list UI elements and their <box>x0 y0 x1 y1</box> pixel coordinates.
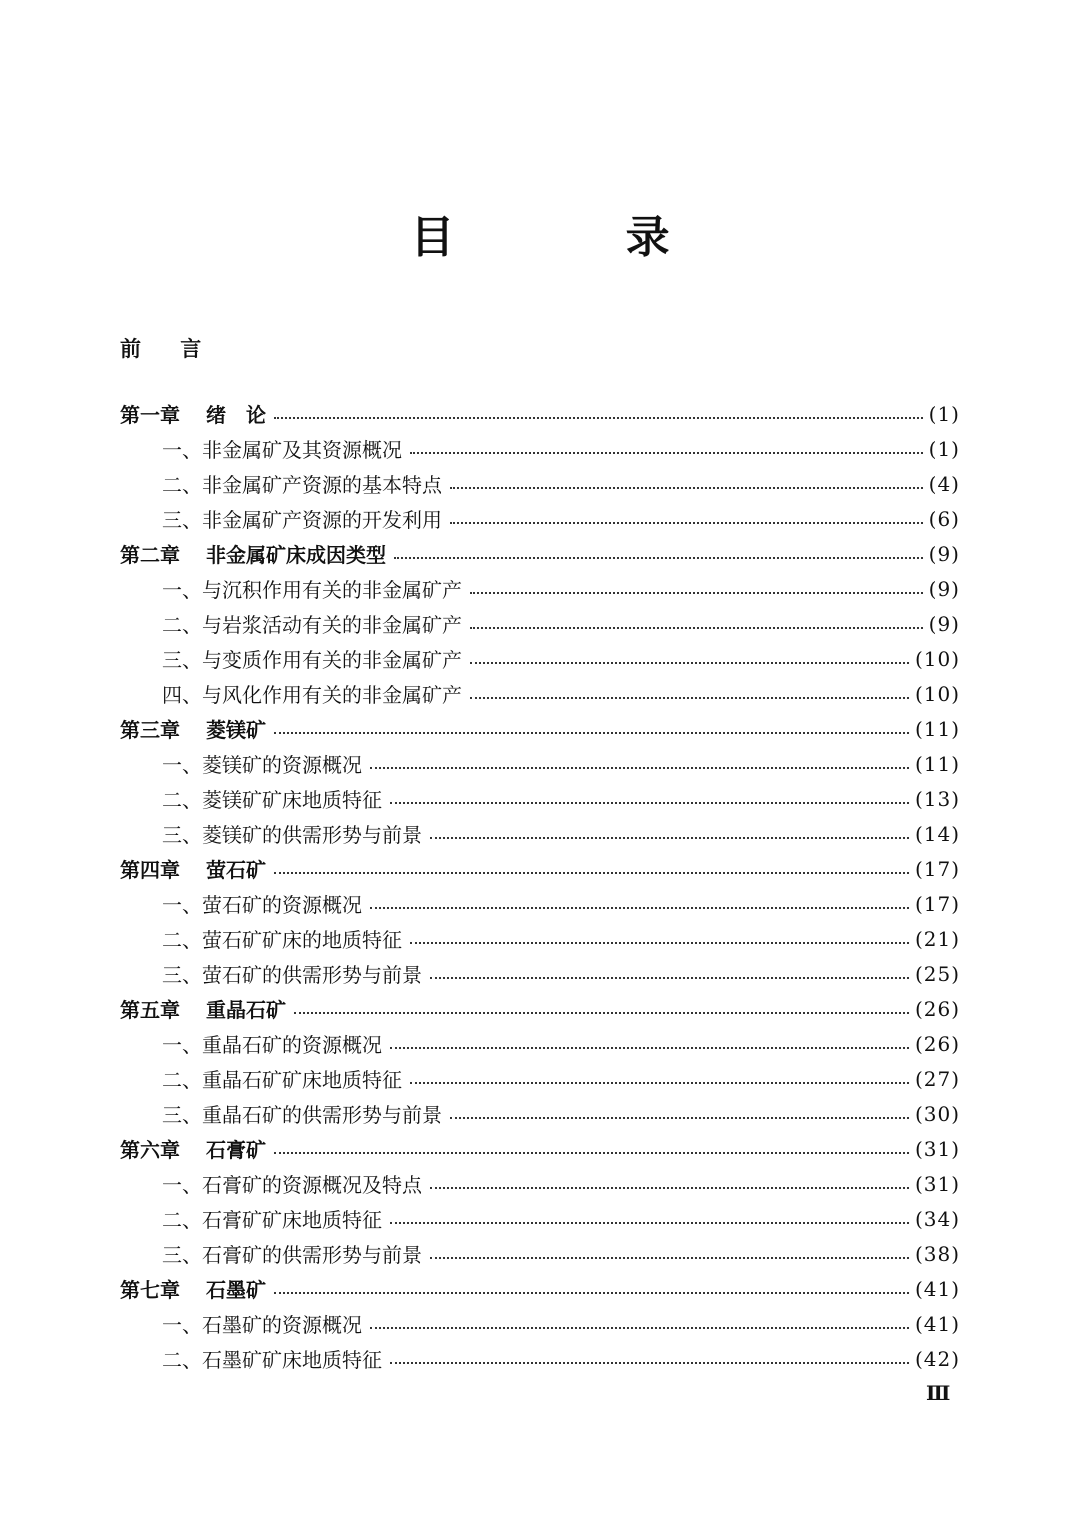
toc-leader-dots <box>410 942 909 944</box>
toc-entry-number: 三、 <box>162 508 202 532</box>
toc-entry-page: (21) <box>914 926 960 951</box>
toc-section-entry[interactable] <box>120 1166 960 1201</box>
toc-entry-title: 非金属矿及其资源概况 <box>202 438 402 462</box>
toc-entry-title: 萤石矿的供需形势与前景 <box>202 963 422 987</box>
toc-entry-page: (38) <box>914 1241 960 1266</box>
toc-leader-dots <box>274 417 923 419</box>
toc-entry-title: 石墨矿的资源概况 <box>202 1313 362 1337</box>
toc-entry-title: 石膏矿的资源概况及特点 <box>202 1173 422 1197</box>
toc-entry-title: 与风化作用有关的非金属矿产 <box>202 683 462 707</box>
toc-section-entry[interactable] <box>120 1201 960 1236</box>
toc-section-entry[interactable] <box>120 431 960 466</box>
toc-entry-number: 第二章 <box>120 543 180 567</box>
toc-entry-page: (41) <box>914 1276 960 1301</box>
toc-leader-dots <box>470 697 909 699</box>
toc-entry-number: 第三章 <box>120 718 180 742</box>
toc-entry-number: 二、 <box>162 1068 202 1092</box>
toc-entry-title: 与沉积作用有关的非金属矿产 <box>202 578 462 602</box>
toc-entry-page: (34) <box>914 1206 960 1231</box>
toc-section-entry[interactable] <box>120 886 960 921</box>
toc-entry-title: 萤石矿矿床的地质特征 <box>202 928 402 952</box>
toc-entry-title: 重晶石矿 <box>206 998 286 1022</box>
toc-entry-number: 一、 <box>162 893 202 917</box>
toc-leader-dots <box>430 1257 909 1259</box>
toc-section-entry[interactable] <box>120 921 960 956</box>
toc-leader-dots <box>370 767 909 769</box>
toc-leader-dots <box>470 627 923 629</box>
toc-leader-dots <box>274 1292 909 1294</box>
table-of-contents <box>120 396 960 1376</box>
toc-entry-title: 重晶石矿的供需形势与前景 <box>202 1103 442 1127</box>
toc-entry-number: 一、 <box>162 438 202 462</box>
toc-entry-number: 二、 <box>162 788 202 812</box>
toc-leader-dots <box>394 557 923 559</box>
toc-entry-title: 非金属矿产资源的基本特点 <box>202 473 442 497</box>
toc-entry-number: 一、 <box>162 1173 202 1197</box>
toc-chapter-entry[interactable] <box>120 536 960 571</box>
toc-entry-title: 菱镁矿矿床地质特征 <box>202 788 382 812</box>
toc-preface: 前 言 <box>120 336 218 361</box>
toc-leader-dots <box>410 1082 909 1084</box>
toc-entry-number: 二、 <box>162 1348 202 1372</box>
toc-entry-number: 三、 <box>162 1103 202 1127</box>
toc-entry-title: 重晶石矿的资源概况 <box>202 1033 382 1057</box>
toc-entry-number: 一、 <box>162 753 202 777</box>
toc-chapter-entry[interactable] <box>120 1131 960 1166</box>
toc-entry-page: (25) <box>914 961 960 986</box>
toc-section-entry[interactable] <box>120 1341 960 1376</box>
toc-entry-number: 第七章 <box>120 1278 180 1302</box>
toc-section-entry[interactable] <box>120 1026 960 1061</box>
toc-entry-number: 第五章 <box>120 998 180 1022</box>
toc-section-entry[interactable] <box>120 956 960 991</box>
toc-chapter-entry[interactable] <box>120 711 960 746</box>
toc-entry-title: 非金属矿床成因类型 <box>206 543 386 567</box>
toc-entry-title: 与变质作用有关的非金属矿产 <box>202 648 462 672</box>
toc-leader-dots <box>390 1222 909 1224</box>
toc-entry-number: 二、 <box>162 613 202 637</box>
toc-entry-title: 萤石矿的资源概况 <box>202 893 362 917</box>
toc-entry-number: 三、 <box>162 963 202 987</box>
toc-entry-number: 三、 <box>162 1243 202 1267</box>
toc-section-entry[interactable] <box>120 816 960 851</box>
toc-entry-page: (11) <box>914 751 960 776</box>
toc-leader-dots <box>430 1187 909 1189</box>
toc-section-entry[interactable] <box>120 676 960 711</box>
toc-leader-dots <box>390 1362 909 1364</box>
toc-entry-title: 重晶石矿矿床地质特征 <box>202 1068 402 1092</box>
toc-entry-number: 三、 <box>162 648 202 672</box>
toc-leader-dots <box>430 837 909 839</box>
toc-chapter-entry[interactable] <box>120 991 960 1026</box>
toc-leader-dots <box>390 1047 909 1049</box>
toc-entry-page: (13) <box>914 786 960 811</box>
toc-leader-dots <box>370 907 909 909</box>
toc-leader-dots <box>450 522 923 524</box>
toc-entry-page: (4) <box>928 471 960 496</box>
toc-entry-page: (26) <box>914 996 960 1021</box>
toc-entry-page: (6) <box>928 506 960 531</box>
toc-leader-dots <box>450 487 923 489</box>
toc-entry-page: (1) <box>928 436 960 461</box>
toc-entry-title: 菱镁矿的供需形势与前景 <box>202 823 422 847</box>
toc-entry-page: (27) <box>914 1066 960 1091</box>
toc-entry-title: 石膏矿矿床地质特征 <box>202 1208 382 1232</box>
toc-entry-page: (17) <box>914 856 960 881</box>
toc-entry-page: (42) <box>914 1346 960 1371</box>
toc-entry-title: 菱镁矿 <box>206 718 266 742</box>
toc-leader-dots <box>390 802 909 804</box>
toc-entry-number: 二、 <box>162 928 202 952</box>
toc-leader-dots <box>294 1012 909 1014</box>
toc-entry-title: 与岩浆活动有关的非金属矿产 <box>202 613 462 637</box>
toc-leader-dots <box>274 732 909 734</box>
toc-chapter-entry[interactable] <box>120 396 960 431</box>
toc-entry-number: 第一章 <box>120 403 180 427</box>
toc-section-entry[interactable] <box>120 781 960 816</box>
toc-section-entry[interactable] <box>120 606 960 641</box>
toc-entry-page: (17) <box>914 891 960 916</box>
toc-chapter-entry[interactable] <box>120 1271 960 1306</box>
toc-section-entry[interactable] <box>120 746 960 781</box>
toc-entry-number: 二、 <box>162 473 202 497</box>
toc-leader-dots <box>274 1152 909 1154</box>
toc-section-entry[interactable] <box>120 1236 960 1271</box>
toc-section-entry[interactable] <box>120 641 960 676</box>
toc-entry-title: 萤石矿 <box>206 858 266 882</box>
toc-entry-page: (26) <box>914 1031 960 1056</box>
toc-entry-number: 一、 <box>162 1313 202 1337</box>
toc-entry-page: (9) <box>928 576 960 601</box>
toc-entry-number: 第四章 <box>120 858 180 882</box>
toc-entry-page: (10) <box>914 681 960 706</box>
toc-entry-number: 第六章 <box>120 1138 180 1162</box>
toc-leader-dots <box>410 452 923 454</box>
toc-section-entry[interactable] <box>120 1061 960 1096</box>
toc-leader-dots <box>450 1117 909 1119</box>
toc-entry-page: (11) <box>914 716 960 741</box>
toc-leader-dots <box>430 977 909 979</box>
toc-entry-page: (31) <box>914 1136 960 1161</box>
toc-entry-title: 非金属矿产资源的开发利用 <box>202 508 442 532</box>
toc-entry-page: (9) <box>928 611 960 636</box>
toc-entry-title: 石膏矿 <box>206 1138 266 1162</box>
toc-entry-page: (1) <box>928 401 960 426</box>
toc-leader-dots <box>274 872 909 874</box>
toc-entry-title: 菱镁矿的资源概况 <box>202 753 362 777</box>
toc-leader-dots <box>470 592 923 594</box>
toc-entry-title: 石墨矿 <box>206 1278 266 1302</box>
toc-section-entry[interactable] <box>120 1096 960 1131</box>
toc-chapter-entry[interactable] <box>120 851 960 886</box>
toc-section-entry[interactable] <box>120 571 960 606</box>
page-number: Ⅲ <box>926 1381 951 1405</box>
toc-section-entry[interactable] <box>120 501 960 536</box>
toc-entry-number: 二、 <box>162 1208 202 1232</box>
toc-entry-page: (9) <box>928 541 960 566</box>
toc-entry-title: 石墨矿矿床地质特征 <box>202 1348 382 1372</box>
toc-leader-dots <box>470 662 909 664</box>
toc-entry-page: (14) <box>914 821 960 846</box>
toc-entry-number: 三、 <box>162 823 202 847</box>
toc-entry-number: 一、 <box>162 1033 202 1057</box>
toc-section-entry[interactable] <box>120 466 960 501</box>
toc-entry-title: 石膏矿的供需形势与前景 <box>202 1243 422 1267</box>
toc-leader-dots <box>370 1327 909 1329</box>
toc-entry-number: 四、 <box>162 683 202 707</box>
toc-entry-page: (30) <box>914 1101 960 1126</box>
toc-section-entry[interactable] <box>120 1306 960 1341</box>
toc-entry-number: 一、 <box>162 578 202 602</box>
toc-entry-page: (31) <box>914 1171 960 1196</box>
page-title: 目 录 <box>410 212 748 263</box>
toc-entry-title: 绪 论 <box>206 403 266 427</box>
toc-entry-page: (10) <box>914 646 960 671</box>
toc-entry-page: (41) <box>914 1311 960 1336</box>
